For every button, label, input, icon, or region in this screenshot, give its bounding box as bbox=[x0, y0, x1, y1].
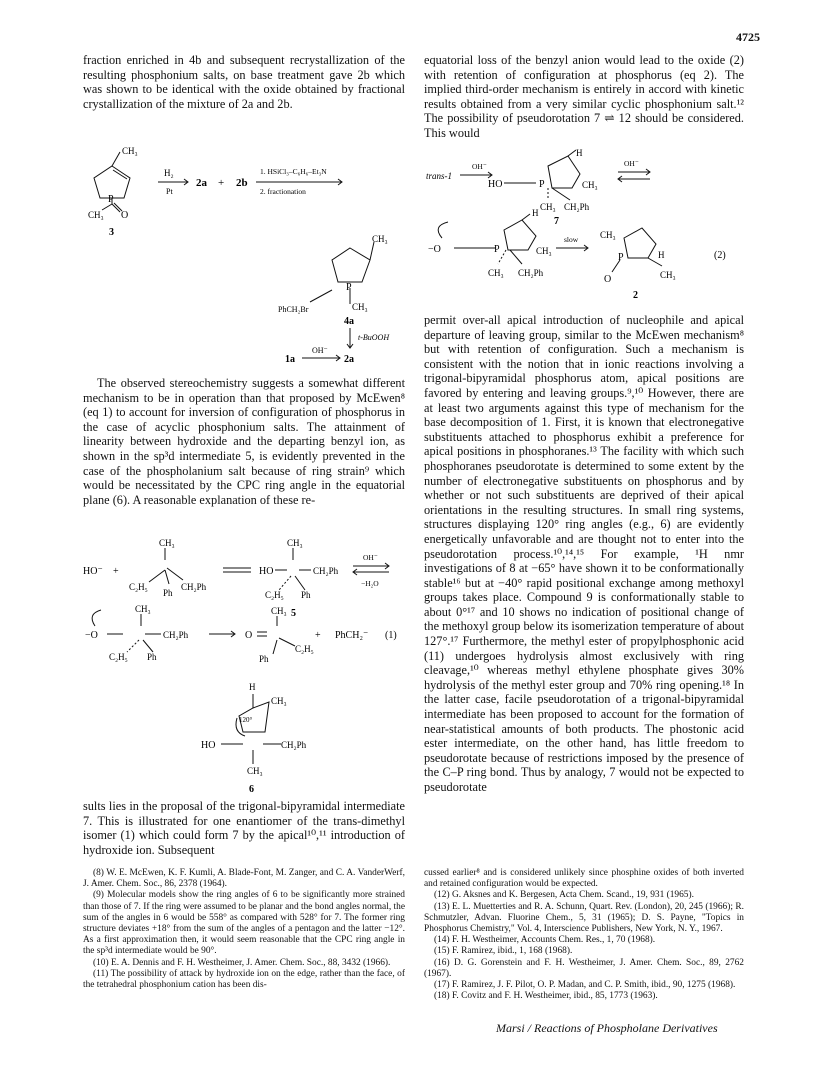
structure-label: trans-1 bbox=[426, 171, 453, 181]
structure-label: 4a bbox=[344, 316, 354, 327]
structure-label: O bbox=[245, 630, 253, 641]
running-footer: Marsi / Reactions of Phospholane Derivatives bbox=[496, 1021, 718, 1035]
structure-label: O bbox=[604, 274, 612, 285]
structure-label: −O bbox=[85, 630, 98, 641]
structure-label: CH₃ bbox=[582, 180, 598, 190]
left-bottom-paragraph bbox=[83, 799, 405, 857]
structure-label: P bbox=[346, 282, 352, 293]
footnote: (15) F. Ramirez, ibid., 1, 168 (1968). bbox=[434, 946, 573, 957]
paragraph-text: The observed stereochemistry suggests a somewhat different mechanism to be in operation than that proposed by McEwen⁸ (eq 1) to account for inversion of configuration of phosphorus in the case of acyclic phosphonium salts. The attainment of linearity between hydroxide and the departing benzyl ion, as shown in the sp³d intermediate 5, is evidently prevented in the case of the phospholanium salt because of ring strain⁹ which would be necessitated by the CPC ring angle in the equatorial plane (6). A reasonable explanation of these re- bbox=[83, 376, 405, 507]
structure-label: slow bbox=[564, 235, 579, 244]
structure-label: 3 bbox=[109, 227, 114, 238]
structure-label: OH⁻ bbox=[363, 553, 378, 562]
structure-label: P bbox=[494, 244, 500, 255]
structure-label: P bbox=[618, 252, 624, 263]
structure-label: PhCH₂Br bbox=[278, 305, 309, 314]
structure-label: H bbox=[249, 682, 256, 692]
footnotes-left bbox=[83, 868, 405, 991]
structure-label: CH₂Ph bbox=[163, 630, 189, 640]
structure-label: Pt bbox=[166, 187, 173, 196]
structure-label: 1. HSiCl₃–C₆H₆–Et₃N bbox=[260, 167, 327, 176]
structure-label: P bbox=[539, 179, 545, 190]
structure-label: CH₂Ph bbox=[281, 740, 307, 750]
footnote: (12) G. Aksnes and K. Bergesen, Acta Chem. Scand., 19, 931 (1965). bbox=[434, 890, 694, 901]
structure-label: HO bbox=[488, 179, 503, 190]
footnote: (9) Molecular models show the ring angles of 6 to be significantly more strained than those of 7. If the ring were assumed to be planar and the bond angles normal, the sum of the angles in 6 would be 558° as compared with 528° for 7. The former ring structure deviates +18° from the sum of the angles of a pentagon and the latter −12°. As a first approximation then, it would seem reasonable that the CPC ring angle in the sp³d intermediate would be 90°. bbox=[83, 890, 405, 957]
structure-label: 7 bbox=[554, 216, 559, 227]
structure-label: H bbox=[532, 208, 539, 218]
structure-label: + bbox=[315, 630, 321, 641]
structure-label: H₂ bbox=[164, 168, 174, 178]
structure-label: (2) bbox=[714, 250, 726, 261]
structure-label: 2a bbox=[196, 177, 207, 189]
footnote: (10) E. A. Dennis and F. H. Westheimer, J. Amer. Chem. Soc., 88, 3432 (1966). bbox=[93, 957, 391, 968]
structure-label: CH₃ bbox=[352, 302, 368, 312]
structure-label: 1a bbox=[285, 354, 295, 365]
structure-label: H bbox=[576, 148, 583, 158]
paragraph-text: sults lies in the proposal of the trigonal-bipyramidal intermediate 7. This is illustrated for one enantiomer of the trans-dimethyl isomer (1) which could form 7 by the apical¹⁰,¹¹ introduction of hydroxide ion. Subsequent bbox=[83, 799, 405, 857]
footnote: (17) F. Ramirez, J. F. Pilot, O. P. Madan, and C. P. Smith, ibid., 90, 1275 (1968). bbox=[434, 980, 736, 991]
structure-label: OH⁻ bbox=[312, 346, 328, 355]
structure-label: HO bbox=[259, 566, 274, 577]
footnote: (18) F. Covitz and F. H. Westheimer, ibid., 85, 1773 (1963). bbox=[434, 991, 658, 1002]
structure-label: (1) bbox=[385, 630, 397, 641]
structure-label: CH₃ bbox=[536, 246, 552, 256]
structure-label: 2a bbox=[344, 354, 354, 365]
structure-label: CH₃ bbox=[88, 210, 104, 220]
structure-label: + bbox=[113, 566, 119, 577]
left-mid-paragraph bbox=[83, 376, 405, 507]
structure-label: H bbox=[658, 250, 665, 260]
footnote: (8) W. E. McEwen, K. F. Kumli, A. Blade-Font, M. Zanger, and C. A. VanderWerf, J. Amer. Chem. Soc., 86, 2378 (1964). bbox=[83, 868, 405, 890]
structure-label: CH₃ bbox=[372, 234, 388, 244]
page-number: 4725 bbox=[736, 30, 760, 44]
structure-label: Ph bbox=[147, 652, 157, 662]
footnotes-right bbox=[424, 868, 744, 1002]
structure-label: CH₂Ph bbox=[313, 566, 339, 576]
structure-label: + bbox=[218, 177, 225, 189]
paragraph-text: equatorial loss of the benzyl anion would lead to the oxide (2) with retention of configuration at phosphorus (eq 2). The implied third-order mechanism is entirely in accord with kinetic results obtained from a very similar cyclic phosphonium salt.¹² The possibility of pseudorotation 7 ⇌ 12 should be considered. This would bbox=[424, 53, 744, 140]
structure-label: CH₃ bbox=[287, 538, 303, 548]
structure-label: CH₂Ph bbox=[181, 582, 207, 592]
paragraph-text: permit over-all apical introduction of nucleophile and apical departure of leaving group, similar to the McEwen mechanism⁸ but with retention of configuration. Such a mechanism is consistent with the notion that in ionic reactions involving a trigonal-bipyramidal phosphorus atom, apical positions are favored by entering and leaving groups.⁹,¹⁰ However, there are at least two arguments against this type of mechanism for the base decomposition of 1. First, it is known that electronegative substituents attached to phosphorus exhibit a preference for apical positions in phosphoranes.¹³ The facility with which such phosphoranes pseudorotate is determined to some extent by the number of electronegative substituents on phosphorus and by whether or not such substituents are deprived of their apical orientations in the resulting structures. In small ring systems, structures displaying 120° ring angles (e.g., 6) are evidently energetically unfavorable and are thought not to enter into the pseudorotation process.¹⁰,¹⁴,¹⁵ For example, ¹H nmr investigations of 8 at −65° have shown it to be conformationally stable¹⁶ but at −40° rapid positional exchange among methoxyl groups takes place. Compound 9 is conformationally stable to about 0°¹⁷ and 10 shows no indication of positional change of the methoxyl group below its isomerization temperature of about 127°.¹⁷ Furthermore, the methyl ester of propylphosphonic acid (11) undergoes hydrolysis almost exclusively with ring cleavage,¹⁰ whereas methyl ethylene phosphate gives 30% hydrolysis of the methyl ester group and 70% ring opening.¹⁸ In the latter case, facile pseudorotation of a trigonal-bipyramidal intermediate has been proposed to account for the formation of near-statistical amounts of both products. The phostonic acid ester intermediate, on the other hand, has little freedom to pseudorotate because of restrictions imposed by the presence of the C–P ring bond. Thus by analogy, 7 would not be expected to pseudorotate bbox=[424, 313, 744, 794]
structure-label: 2. fractionation bbox=[260, 187, 306, 196]
scheme-2 bbox=[424, 148, 744, 303]
footnote: cussed earlier⁸ and is considered unlikely since phosphine oxides of both inverted and retained configuration would be expected. bbox=[424, 868, 744, 890]
structure-label: Ph bbox=[301, 590, 311, 600]
structure-label: CH₃ bbox=[660, 270, 676, 280]
paragraph-text: fraction enriched in 4b and subsequent recrystallization of the resulting phosphonium salts, on base treatment gave 2b which was shown to be identical with the oxide obtained by fractional crystallization of the mixture of 2a and 2b. bbox=[83, 53, 405, 111]
structure-label: −O bbox=[428, 244, 441, 255]
structure-label: 5 bbox=[291, 608, 296, 619]
scheme-3 bbox=[83, 532, 413, 797]
right-main-paragraph bbox=[424, 313, 744, 795]
footnote: (14) F. H. Westheimer, Accounts Chem. Res., 1, 70 (1968). bbox=[434, 935, 656, 946]
structure-label: 120° bbox=[239, 716, 253, 724]
structure-label: CH₃ bbox=[122, 146, 138, 156]
structure-label: 2 bbox=[633, 290, 638, 301]
structure-label: PhCH₂⁻ bbox=[335, 630, 369, 641]
scheme-1 bbox=[80, 138, 410, 368]
structure-label: CH₂Ph bbox=[518, 268, 544, 278]
structure-label: CH₃ bbox=[247, 766, 263, 776]
right-top-paragraph bbox=[424, 53, 744, 141]
structure-label: OH⁻ bbox=[624, 159, 639, 168]
structure-label: C₂H₅ bbox=[265, 590, 284, 600]
footnote: (13) E. L. Muetterties and R. A. Schunn, Quart. Rev. (London), 20, 245 (1966); R. Schmutzler, Advan. Fluorine Chem., 5, 31 (1965); D. S. Payne, "Topics in Phosphorus Chemistry," Vol. 4, Interscience Publishers, New York, N. Y., 1967. bbox=[424, 901, 744, 935]
structure-label: O bbox=[121, 210, 129, 221]
structure-label: OH⁻ bbox=[472, 162, 487, 171]
structure-label: C₂H₅ bbox=[295, 644, 314, 654]
structure-label: CH₃ bbox=[271, 696, 287, 706]
footnote: (16) D. G. Gorenstein and F. H. Westheimer, J. Amer. Chem. Soc., 89, 2762 (1967). bbox=[424, 957, 744, 979]
structure-label: CH₃ bbox=[540, 202, 556, 212]
structure-label: CH₃ bbox=[488, 268, 504, 278]
left-top-paragraph bbox=[83, 53, 405, 111]
structure-label: CH₂Ph bbox=[564, 202, 590, 212]
structure-label: Ph bbox=[259, 654, 269, 664]
structure-label: C₂H₅ bbox=[129, 582, 148, 592]
structure-label: 2b bbox=[236, 177, 248, 189]
structure-label: Ph bbox=[163, 588, 173, 598]
structure-label: P bbox=[108, 194, 114, 205]
footnote: (11) The possibility of attack by hydroxide ion on the edge, rather than the face, of the tetrahedral phosphonium cation has been dis- bbox=[83, 968, 405, 991]
structure-label: t-BuOOH bbox=[358, 333, 390, 342]
structure-label: C₂H₅ bbox=[109, 652, 128, 662]
structure-label: −H₂O bbox=[361, 579, 379, 588]
structure-label: CH₃ bbox=[159, 538, 175, 548]
structure-label: CH₃ bbox=[135, 604, 151, 614]
structure-label: CH₃ bbox=[600, 230, 616, 240]
structure-label: HO bbox=[201, 740, 216, 751]
structure-label: CH₃ bbox=[271, 606, 287, 616]
structure-label: HO⁻ bbox=[83, 566, 103, 577]
structure-label: 6 bbox=[249, 784, 254, 795]
